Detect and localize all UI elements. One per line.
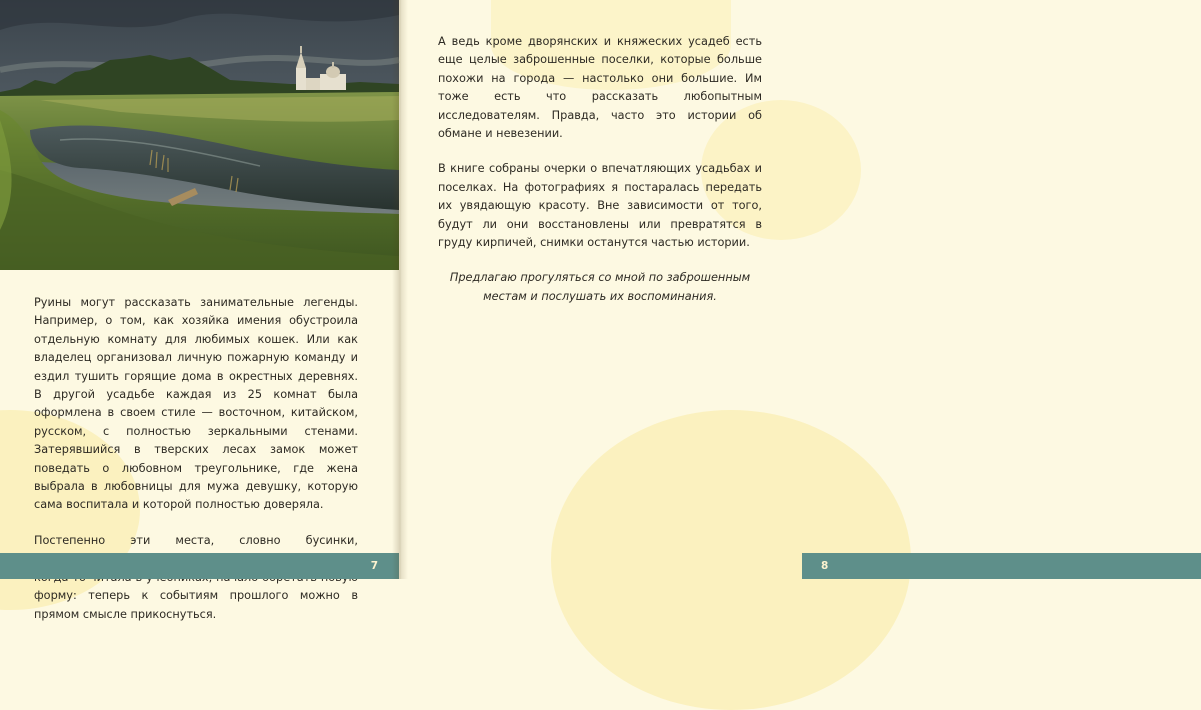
landscape-photo bbox=[0, 0, 399, 270]
right-paragraph-1: А ведь кроме дворянских и княжеских усадеб есть еще целые заброшенные поселки, которые больше похожи на города — настолько они большие. Им тоже есть что рассказать любопытным исследователям. Правда, часто это истории об обмане и невезении. bbox=[438, 35, 762, 141]
left-paragraph-1: Руины могут рассказать занимательные легенды. Например, о том, как хозяйка имения обустроила отдельную комнату для любимых кошек. Или как владелец организовал личную пожарную команду и ездил тушить горящие дома в окрестных деревнях. В другой усадьбе каждая из 25 комнат была оформлена в своем стиле — восточном, китайском, русском, с полностью зеркальными стенами. Затерявшийся в тверских лесах замок может поведать о любовном треугольнике, где жена выбрала в любовницы для мужа девушку, которую сама воспитала и которой полностью доверяла. bbox=[34, 296, 358, 512]
right-body-text bbox=[438, 33, 762, 323]
right-footer-bar bbox=[802, 553, 1201, 579]
left-paragraph-2: Постепенно эти места, словно бусинки, форму: теперь к событиям прошлого можно в прямом смысле прикоснуться. bbox=[34, 533, 358, 621]
closing-invitation: Предлагаю прогуляться со мной по заброшенным местам и послушать их воспоминания. bbox=[449, 271, 751, 303]
book-gutter bbox=[392, 0, 408, 579]
right-paragraph-2: В книге собраны очерки о впечатляющих усадьбах и поселках. На фотографиях я постаралась передать их увядающую красоту. Вне зависимости от того, будут ли они восстановлены или превратятся в груду кирпичей, снимки останутся частью истории. bbox=[438, 162, 762, 250]
page-number-right: 8 bbox=[821, 560, 829, 572]
left-footer-bar bbox=[0, 553, 399, 579]
left-body-text bbox=[34, 294, 358, 641]
right-page bbox=[401, 0, 829, 579]
left-page bbox=[0, 0, 399, 621]
page-number-left: 7 bbox=[370, 560, 378, 572]
